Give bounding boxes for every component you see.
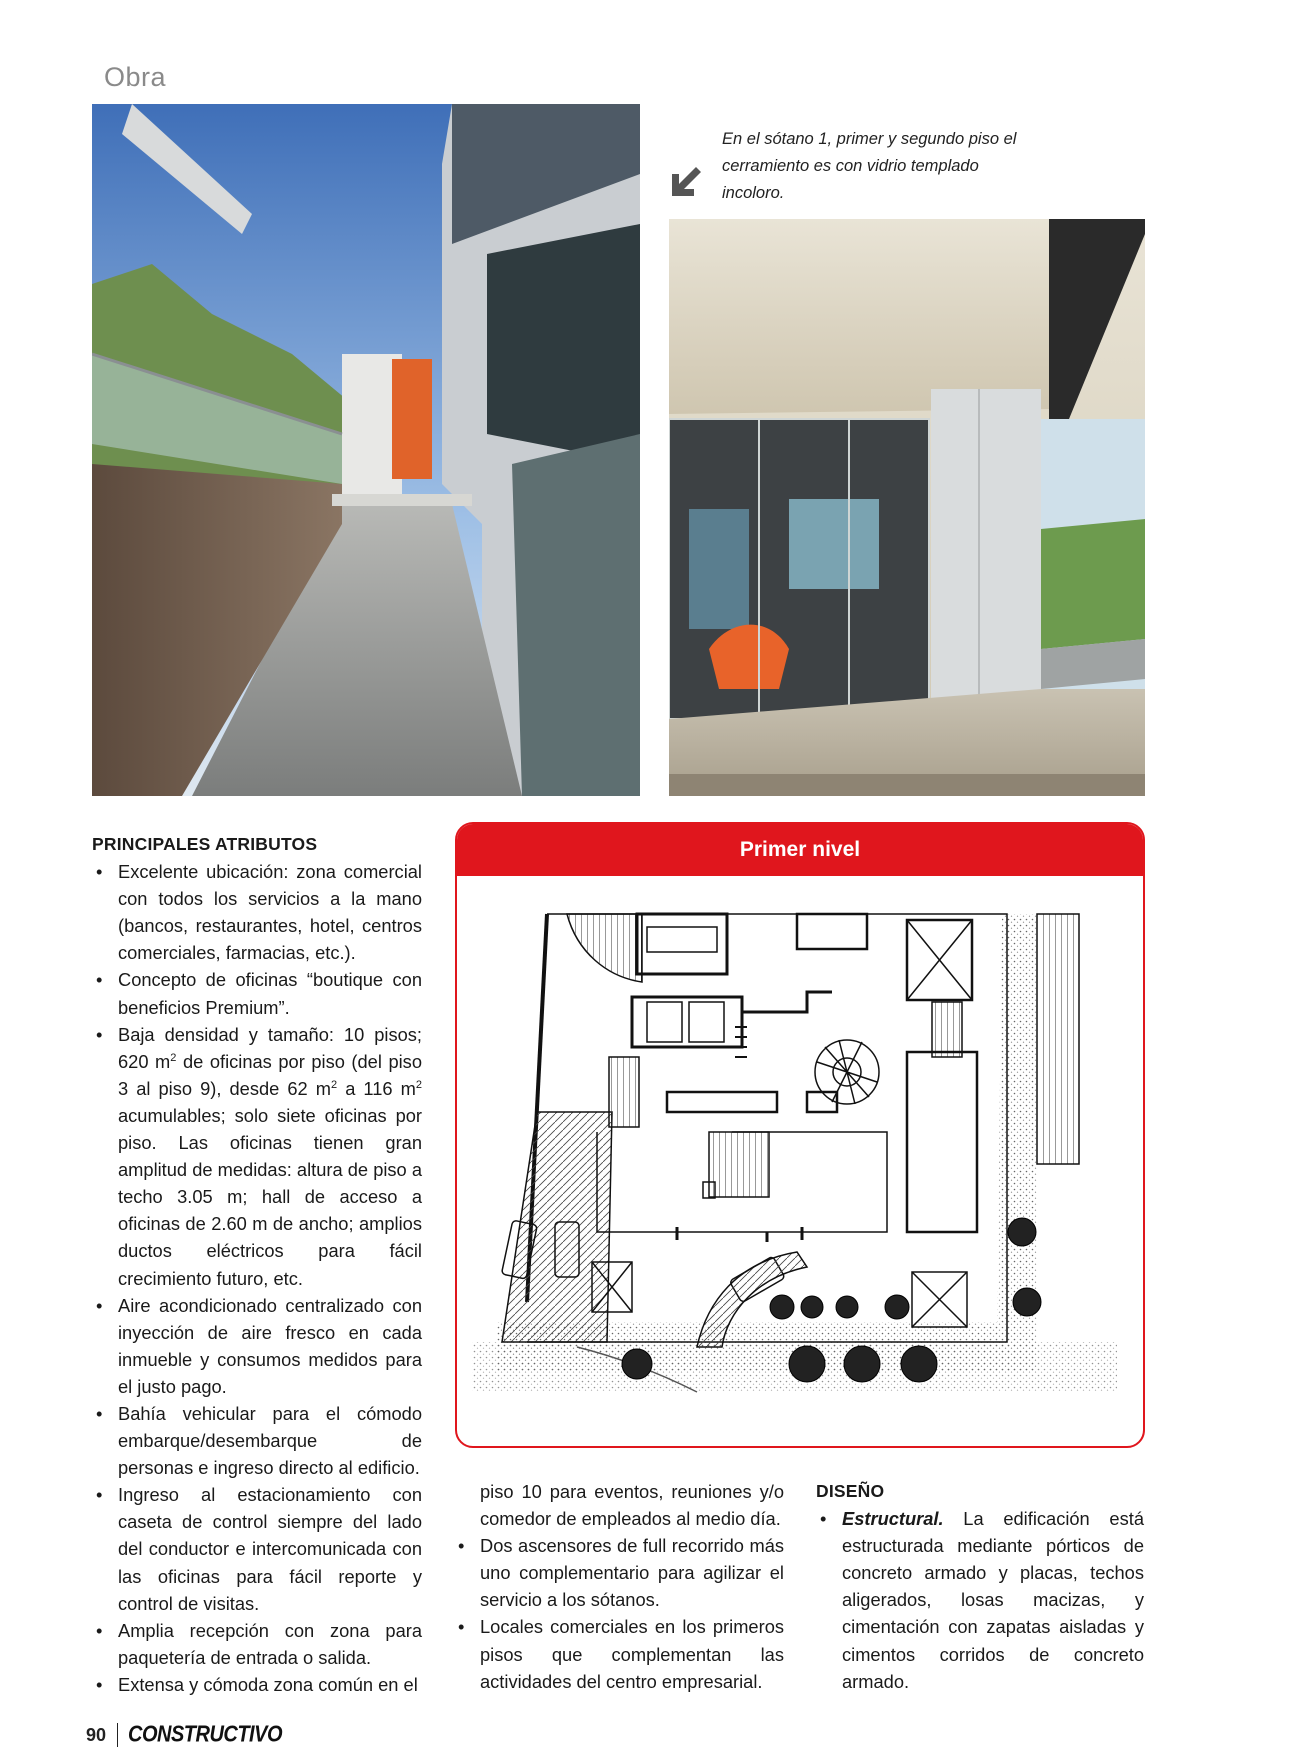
page-number: 90 bbox=[86, 1725, 107, 1745]
continuation-list bbox=[454, 1532, 784, 1695]
list-item: • Concepto de oficinas “boutique con beneficios Premium”. bbox=[92, 966, 422, 1020]
design-column bbox=[816, 1478, 1144, 1695]
list-item: • Locales comerciales en los primeros pisos que complementan las actividades del centro empresarial. bbox=[454, 1613, 784, 1694]
arrow-down-left-icon bbox=[666, 162, 706, 202]
attributes-column bbox=[92, 831, 422, 1698]
magazine-name: CONSTRUCTIVO bbox=[128, 1722, 282, 1748]
floor-plan-drawing bbox=[467, 882, 1131, 1442]
design-list bbox=[816, 1505, 1144, 1695]
list-item: • Bahía vehicular para el cómodo embarque/desembarque de personas e ingreso directo al edificio. bbox=[92, 1400, 422, 1481]
photo-lobby-glass-storefront bbox=[669, 219, 1145, 796]
list-item: • Baja densidad y tamaño: 10 pisos; 620 $m^2$ de oficinas por piso (del piso 3 al piso 9), desde 62 $m^2$ a 116 $m^2$ acumulables; solo siete oficinas por piso. Las oficinas tienen gran amplitud de medidas: altura de piso a techo 3.05 m; hall de acceso a oficinas de 2.60 m de ancho; amplios ductos eléctricos para fácil crecimiento futuro, etc. bbox=[92, 1021, 422, 1292]
photo-caption: En el sótano 1, primer y segundo piso el cerramiento es con vidrio templado incoloro. bbox=[722, 130, 1017, 202]
section-label: Obra bbox=[104, 62, 167, 92]
floor-plan-panel bbox=[455, 822, 1145, 1448]
footer-divider bbox=[117, 1723, 118, 1747]
list-item: • Amplia recepción con zona para paquetería de entrada o salida. bbox=[92, 1617, 422, 1671]
list-item: • Extensa y cómoda zona común en el bbox=[92, 1671, 422, 1698]
floor-plan-title: Primer nivel bbox=[457, 824, 1143, 876]
list-item: • Excelente ubicación: zona comercial con todos los servicios a la mano (bancos, restaurantes, hotel, centros comerciales, farmacias, etc.). bbox=[92, 858, 422, 966]
design-heading: DISEÑO bbox=[816, 1481, 885, 1501]
continuation-text: piso 10 para eventos, reuniones y/o comedor de empleados al medio día. bbox=[480, 1481, 784, 1530]
attributes-list bbox=[92, 858, 422, 1698]
attributes-heading: PRINCIPALES ATRIBUTOS bbox=[92, 834, 318, 854]
list-item: • Aire acondicionado centralizado con inyección de aire fresco en cada inmueble y consumos medidos para el justo pago. bbox=[92, 1292, 422, 1400]
list-item: • Ingreso al estacionamiento con caseta de control siempre del lado del conductor e intercomunicada con las oficinas para fácil reporte y control de visitas. bbox=[92, 1481, 422, 1616]
photo-ramp-glass-railing bbox=[92, 104, 640, 796]
continuation-column bbox=[454, 1478, 784, 1695]
list-item: • Dos ascensores de full recorrido más uno complementario para agilizar el servicio a los sótanos. bbox=[454, 1532, 784, 1613]
list-item: • Estructural. La edificación está estructurada mediante pórticos de concreto armado y placas, techos aligerados, losas macizas, y cimentación con zapatas aisladas y cimentos corridos de concreto armado. bbox=[816, 1505, 1144, 1695]
